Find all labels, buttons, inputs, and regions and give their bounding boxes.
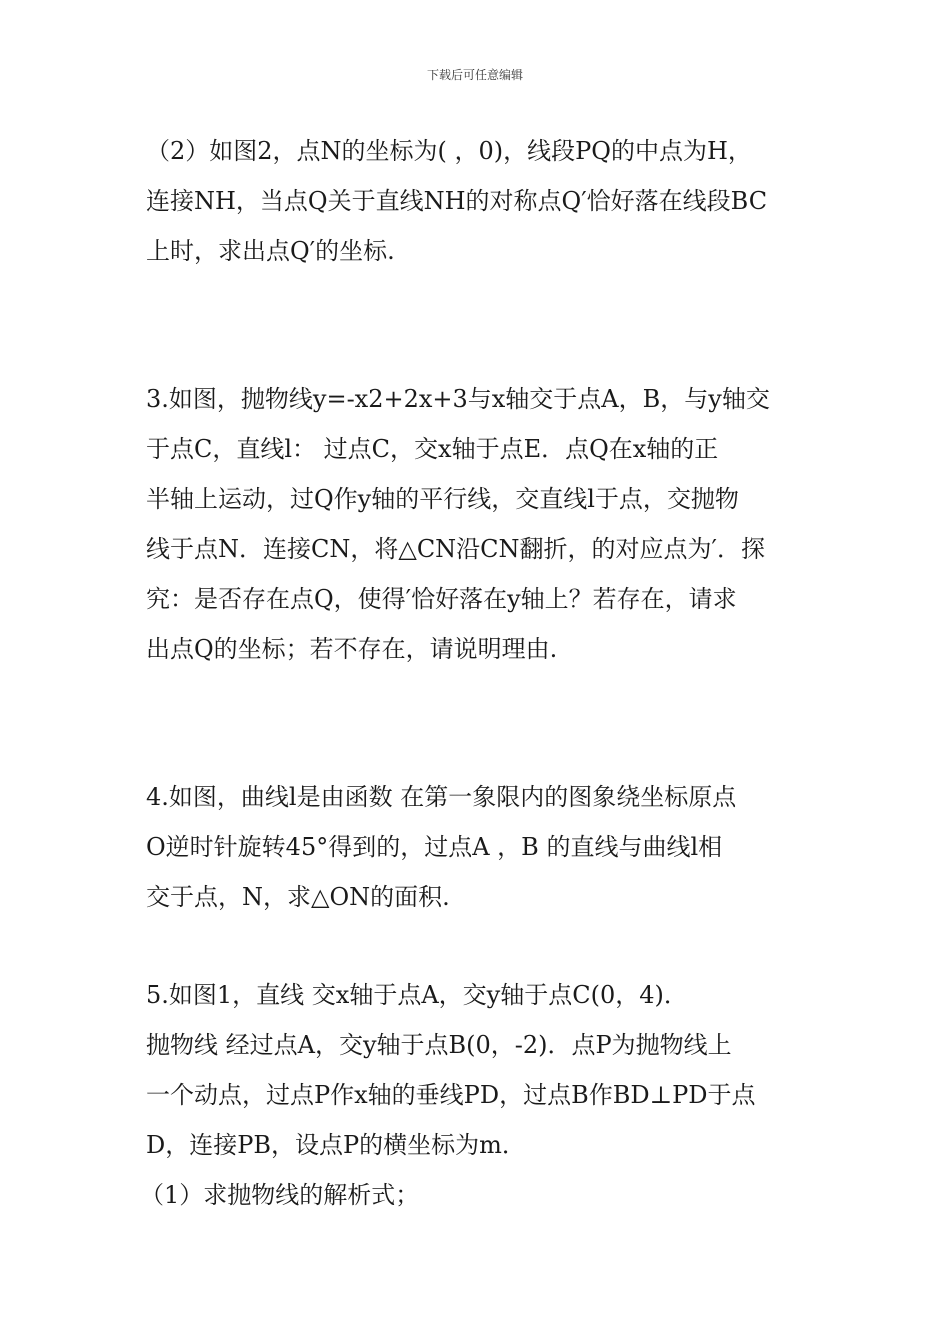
text-line: D，连接PB，设点P的横坐标为m． — [146, 1131, 526, 1159]
text-line: 究：是否存在点Q，使得′恰好落在y轴上？若存在，请求 — [146, 585, 737, 613]
spacer — [146, 674, 814, 772]
text-line: 抛物线 经过点A，交y轴于点B(0，-2)．点P为抛物线上 — [146, 1031, 732, 1059]
text-line: O逆时针旋转45°得到的，过点A ，B 的直线与曲线l相 — [146, 833, 723, 861]
text-line: （2）如图2，点N的坐标为( ，0)，线段PQ的中点为H， — [146, 137, 752, 165]
text-line: 连接NH，当点Q关于直线NH的对称点Q′恰好落在线段BC — [146, 187, 768, 215]
text-line: 半轴上运动，过Q作y轴的平行线，交直线l于点，交抛物 — [146, 485, 739, 513]
text-line: 一个动点，过点P作x轴的垂线PD，过点B作BD⊥PD于点 — [146, 1081, 756, 1109]
question-2-part-2 — [146, 126, 814, 276]
page-header-note: 下载后可任意编辑 — [426, 68, 523, 82]
text-line: 3.如图，抛物线y=-x2+2x+3与x轴交于点A，B，与y轴交 — [146, 385, 770, 413]
text-line: （1）求抛物线的解析式； — [140, 1181, 420, 1209]
text-line: 上时，求出点Q′的坐标. — [146, 237, 395, 265]
text-line: 交于点，N，求△ON的面积. — [146, 883, 450, 911]
text-line: 线于点N．连接CN，将△CN沿CN翻折，的对应点为′．探 — [146, 535, 765, 563]
text-line: 于点C，直线l： 过点C，交x轴于点E．点Q在x轴的正 — [146, 435, 719, 463]
question-3 — [146, 374, 814, 674]
spacer — [146, 922, 814, 970]
text-line: 出点Q的坐标；若不存在，请说明理由. — [146, 635, 558, 663]
text-line: 4.如图，曲线l是由函数 在第一象限内的图象绕坐标原点 — [146, 783, 737, 811]
text-line: 5.如图1，直线 交x轴于点A，交y轴于点C(0，4)． — [146, 981, 688, 1009]
question-5 — [146, 970, 814, 1170]
document-body — [140, 126, 814, 1220]
spacer — [146, 276, 814, 374]
question-4 — [146, 772, 814, 922]
question-5-part-1 — [140, 1170, 814, 1220]
